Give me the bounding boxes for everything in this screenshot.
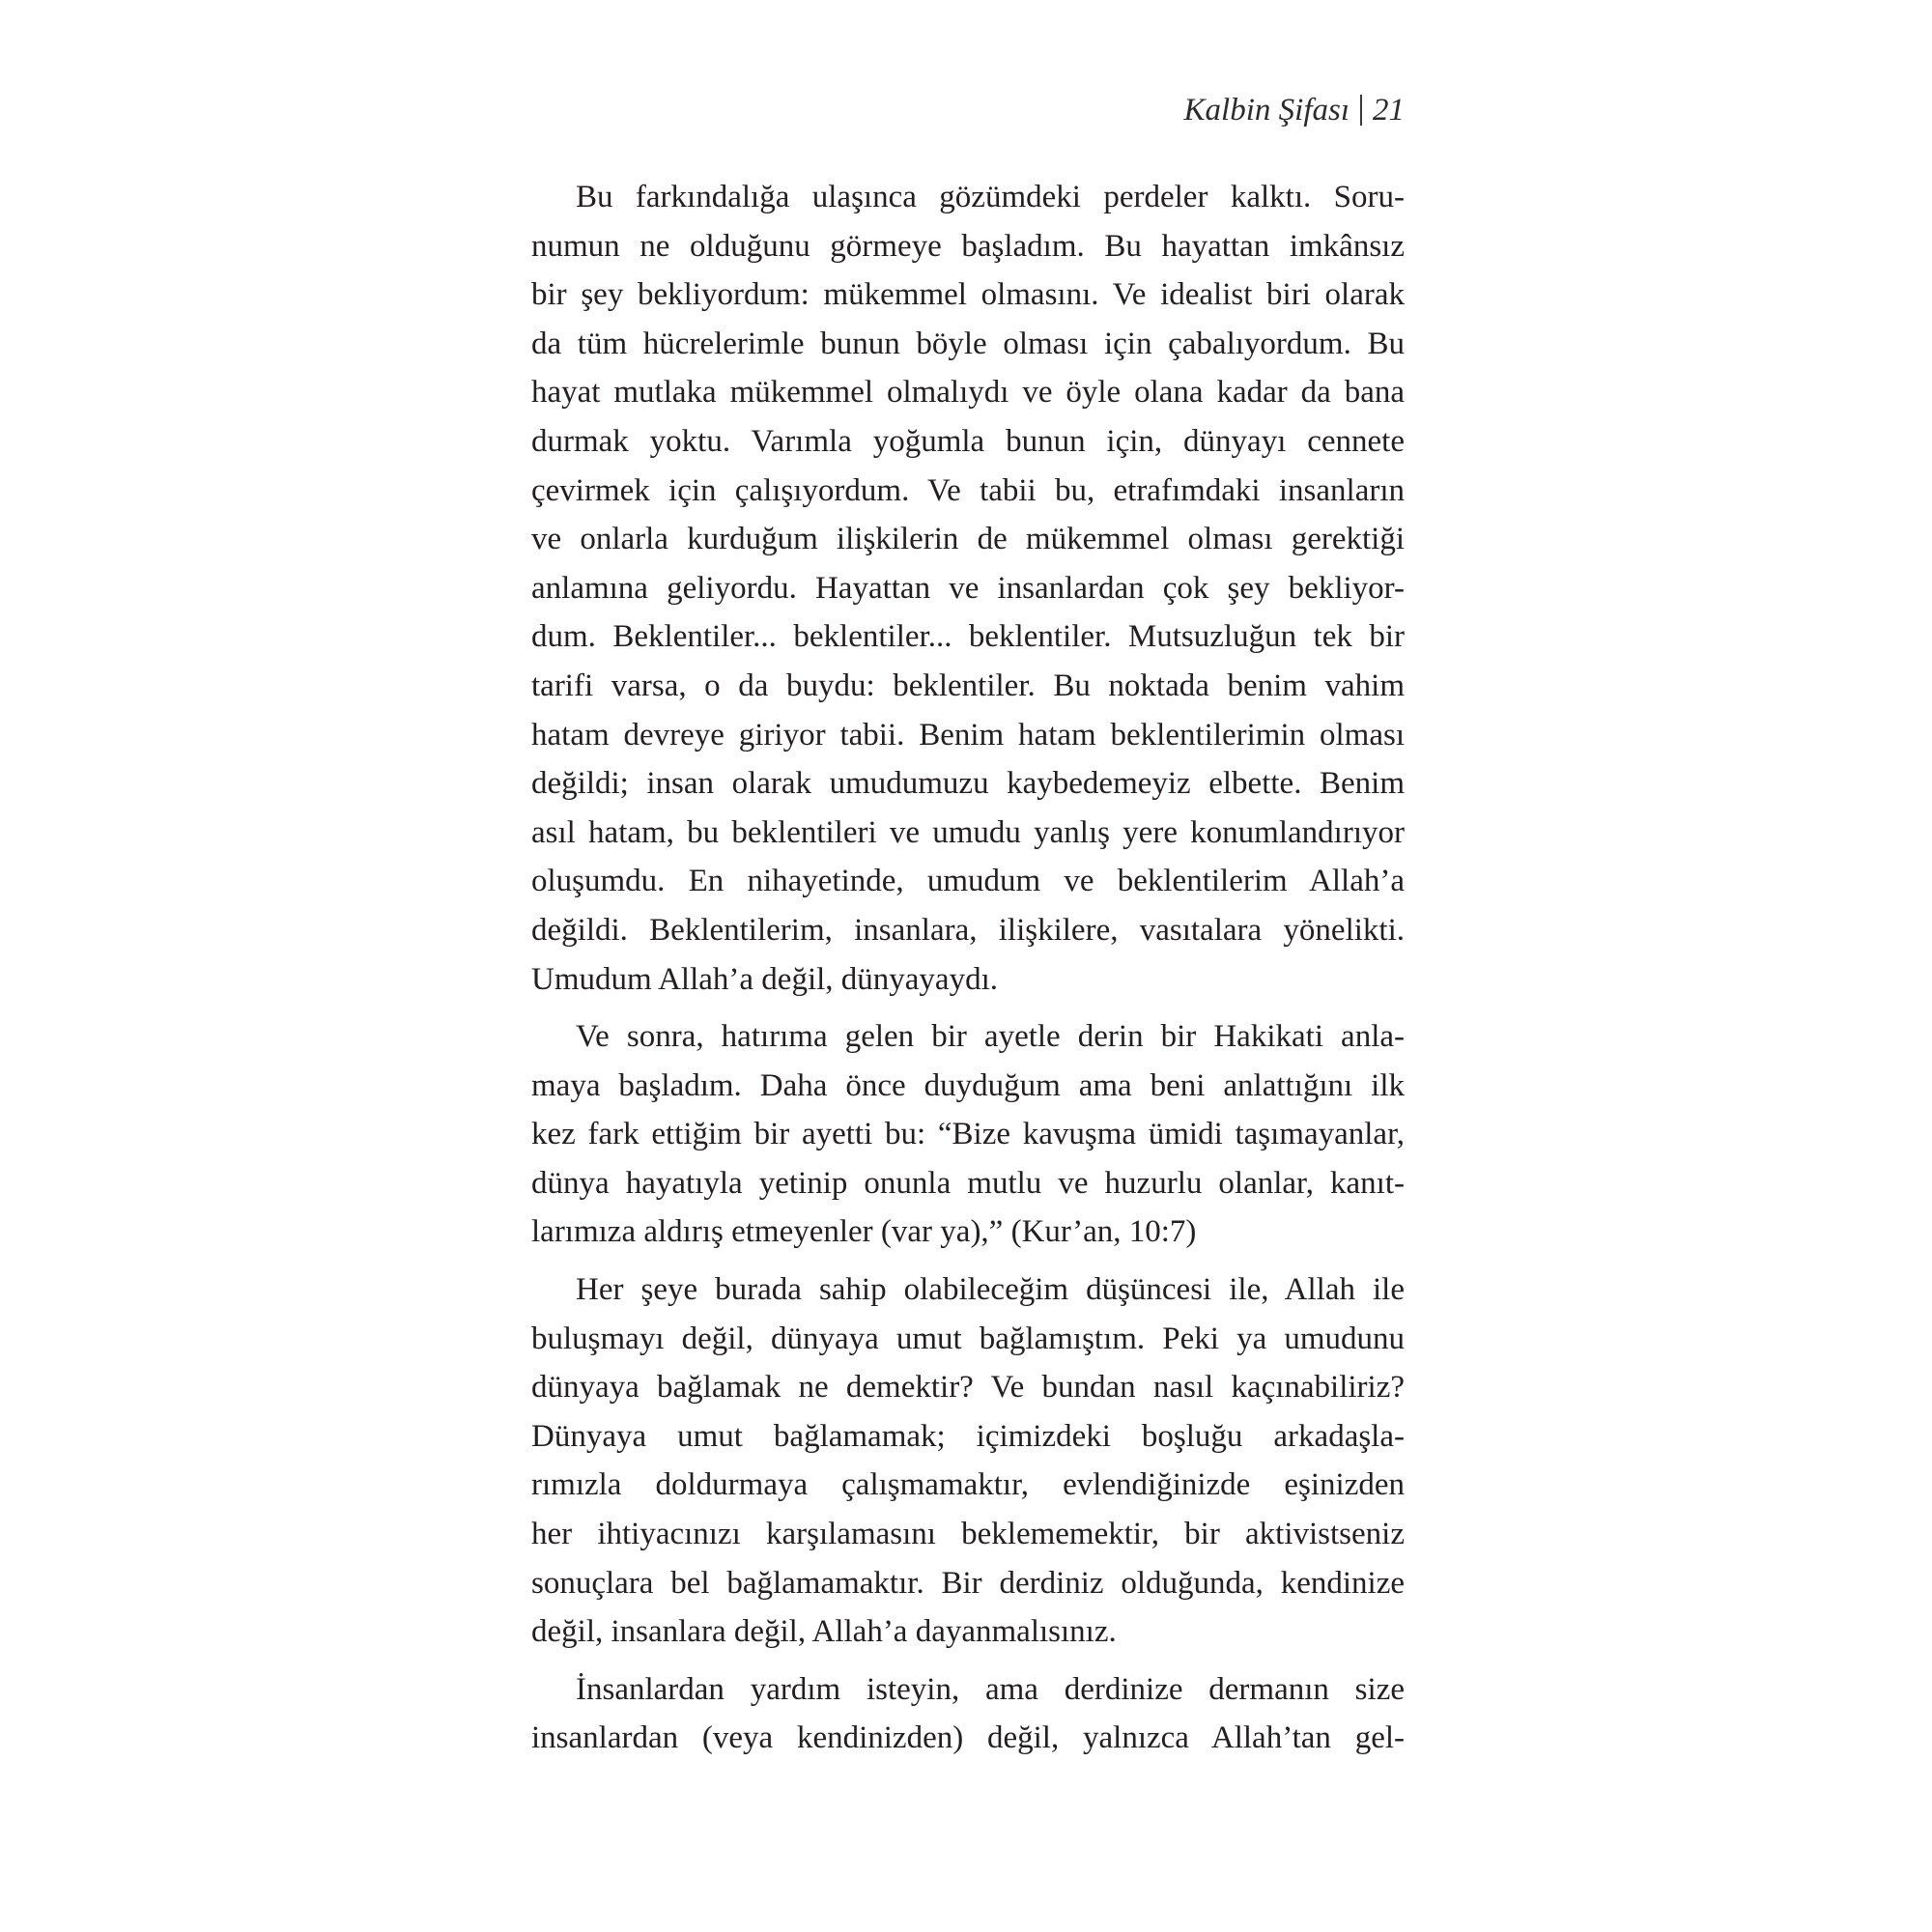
text-line: Dünyaya umut bağlamamak; içimizdeki boşluğu arkadaşla-	[531, 1418, 1405, 1454]
page-number: 21	[1373, 93, 1405, 128]
text-line: durmak yoktu. Varımla yoğumla bunun için, dünyayı cennete	[531, 423, 1405, 459]
text-line: anlamına geliyordu. Hayattan ve insanlardan çok şey bekliyor-	[531, 570, 1405, 606]
text-line: insanlardan (veya kendinizden) değil, yalnızca Allah’tan gel-	[531, 1720, 1405, 1756]
body-text	[531, 173, 1405, 1772]
text-line: dum. Beklentiler... beklentiler... beklentiler. Mutsuzluğun tek bir	[531, 619, 1405, 655]
text-line: sonuçlara bel bağlamamaktır. Bir derdiniz olduğunda, kendinize	[531, 1565, 1405, 1601]
running-head-divider	[1360, 95, 1362, 126]
text-line: hatam devreye giriyor tabii. Benim hatam beklentilerimin olması	[531, 717, 1405, 753]
text-line: değildi; insan olarak umudumuzu kaybedemeyiz elbette. Benim	[531, 766, 1405, 802]
text-line: buluşmayı değil, dünyaya umut bağlamıştım. Peki ya umudunu	[531, 1321, 1405, 1356]
text-line: larımıza aldırış etmeyenler (var ya),” (Kur’an, 10:7)	[531, 1214, 1197, 1250]
text-line: İnsanlardan yardım isteyin, ama derdinize dermanın size	[576, 1671, 1405, 1707]
text-line: maya başladım. Daha önce duyduğum ama beni anlattığını ilk	[531, 1067, 1405, 1103]
paragraph-1	[531, 173, 1405, 1004]
paragraph-2	[531, 1012, 1405, 1257]
text-line: Umudum Allah’a değil, dünyayaydı.	[531, 961, 998, 997]
text-line: kez fark ettiğim bir ayetti bu: “Bize kavuşma ümidi taşımayanlar,	[531, 1117, 1405, 1152]
text-line: asıl hatam, bu beklentileri ve umudu yanlış yere konumlandırıyor	[531, 814, 1405, 850]
text-line: da tüm hücrelerimle bunun böyle olması için çabalıyordum. Bu	[531, 326, 1405, 361]
text-line: değil, insanlara değil, Allah’a dayanmalısınız.	[531, 1614, 1117, 1650]
text-line: her ihtiyacınızı karşılamasını beklememektir, bir aktivistseniz	[531, 1517, 1405, 1552]
text-line: bir şey bekliyordum: mükemmel olmasını. Ve idealist biri olarak	[531, 277, 1405, 313]
text-line: tarifi varsa, o da buydu: beklentiler. Bu noktada benim vahim	[531, 668, 1405, 703]
paragraph-4	[531, 1665, 1405, 1763]
book-title: Kalbin Şifası	[1183, 93, 1350, 128]
text-line: değildi. Beklentilerim, insanlara, ilişkilere, vasıtalara yönelikti.	[531, 912, 1405, 948]
running-head	[1184, 91, 1405, 129]
text-line: hayat mutlaka mükemmel olmalıydı ve öyle olana kadar da bana	[531, 375, 1405, 411]
text-line: numun ne olduğunu görmeye başladım. Bu hayattan imkânsız	[531, 228, 1405, 264]
text-line: oluşumdu. En nihayetinde, umudum ve beklentilerim Allah’a	[531, 864, 1405, 899]
text-line: rımızla doldurmaya çalışmamaktır, evlendiğinizde eşinizden	[531, 1467, 1405, 1503]
text-line: çevirmek için çalışıyordum. Ve tabii bu, etrafımdaki insanların	[531, 472, 1405, 508]
text-line: dünya hayatıyla yetinip onunla mutlu ve huzurlu olanlar, kanıt-	[531, 1165, 1405, 1201]
text-line: Her şeye burada sahip olabileceğim düşüncesi ile, Allah ile	[576, 1272, 1405, 1308]
text-line: Bu farkındalığa ulaşınca gözümdeki perdeler kalktı. Soru-	[576, 180, 1405, 214]
text-line: Ve sonra, hatırıma gelen bir ayetle derin bir Hakikati anla-	[576, 1019, 1405, 1055]
paragraph-3	[531, 1265, 1405, 1657]
text-line: ve onlarla kurduğum ilişkilerin de mükemmel olması gerektiği	[531, 522, 1405, 557]
text-line: dünyaya bağlamak ne demektir? Ve bundan nasıl kaçınabiliriz?	[531, 1370, 1405, 1406]
